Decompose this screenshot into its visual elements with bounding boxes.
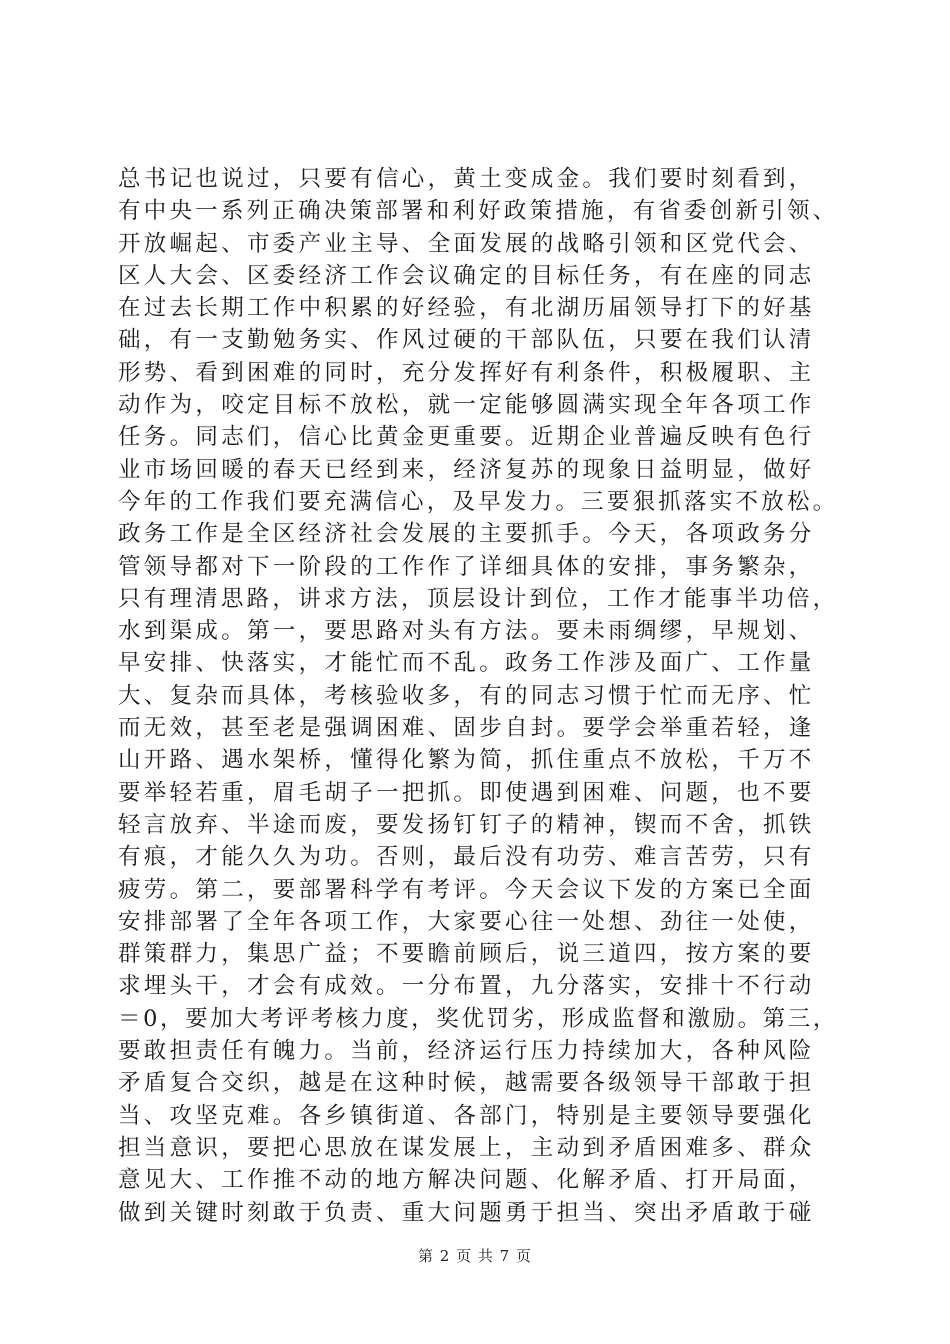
text-line: 区人大会、区委经济工作会议确定的目标任务，有在座的同志	[118, 262, 815, 289]
text-line: 管领导都对下一阶段的工作作了详细具体的安排，事务繁杂，	[118, 553, 815, 580]
text-line: 做到关键时刻敢于负责、重大问题勇于担当、突出矛盾敢于碰	[118, 1199, 815, 1226]
text-line: 在过去长期工作中积累的好经验，有北湖历届领导打下的好基	[118, 295, 815, 322]
text-line: 而无效，甚至老是强调困难、固步自封。要学会举重若轻，逢	[118, 715, 815, 742]
text-line: 求埋头干，才会有成效。一分布置，九分落实，安排十不行动	[118, 973, 815, 1000]
text-line: 总书记也说过，只要有信心，黄土变成金。我们要时刻看到，	[118, 166, 815, 192]
text-line: 大、复杂而具体，考核验收多，有的同志习惯于忙而无序、忙	[118, 682, 815, 709]
text-line: 形势、看到困难的同时，充分发挥好有利条件，积极履职、主	[118, 359, 815, 386]
text-line: 早安排、快落实，才能忙而不乱。政务工作涉及面广、工作量	[118, 650, 815, 677]
text-line: 当、攻坚克难。各乡镇街道、各部门，特别是主要领导要强化	[118, 1102, 815, 1129]
text-line: 政务工作是全区经济社会发展的主要抓手。今天，各项政务分	[118, 521, 815, 548]
text-line: 矛盾复合交织，越是在这种时候，越需要各级领导干部敢于担	[118, 1070, 815, 1097]
text-line: 开放崛起、市委产业主导、全面发展的战略引领和区党代会、	[118, 230, 815, 257]
text-line: 群策群力，集思广益；不要瞻前顾后，说三道四，按方案的要	[118, 941, 815, 968]
text-line: 只有理清思路，讲求方法，顶层设计到位，工作才能事半功倍，	[118, 585, 839, 612]
text-line: 业市场回暖的春天已经到来，经济复苏的现象日益明显，做好	[118, 456, 815, 483]
text-line: 水到渠成。第一，要思路对头有方法。要未雨绸缪，早规划、	[118, 618, 815, 645]
text-line: ＝0，要加大考评考核力度，奖优罚劣，形成监督和激励。第三，	[118, 1005, 839, 1032]
text-line: 础，有一支勤勉务实、作风过硬的干部队伍，只要在我们认清	[118, 327, 815, 354]
text-line: 有痕，才能久久为功。否则，最后没有功劳、难言苦劳，只有	[118, 844, 815, 871]
text-line: 安排部署了全年各项工作，大家要心往一处想、劲往一处使，	[118, 908, 815, 935]
body-text	[118, 163, 838, 1229]
text-line: 动作为，咬定目标不放松，就一定能够圆满实现全年各项工作	[118, 392, 815, 419]
text-line: 担当意识，要把心思放在谋发展上，主动到矛盾困难多、群众	[118, 1134, 815, 1161]
page-footer: 第 2 页 共 7 页	[418, 1247, 532, 1265]
text-line: 任务。同志们，信心比黄金更重要。近期企业普遍反映有色行	[118, 424, 815, 451]
text-line: 意见大、工作推不动的地方解决问题、化解矛盾、打开局面，	[118, 1167, 815, 1194]
text-line: 有中央一系列正确决策部署和利好政策措施，有省委创新引领、	[118, 198, 839, 225]
text-line: 要敢担责任有魄力。当前，经济运行压力持续加大，各种风险	[118, 1038, 815, 1065]
text-line: 轻言放弃、半途而废，要发扬钉钉子的精神，锲而不舍，抓铁	[118, 811, 815, 838]
text-line: 疲劳。第二，要部署科学有考评。今天会议下发的方案已全面	[118, 876, 815, 903]
text-line: 山开路、遇水架桥，懂得化繁为简，抓住重点不放松，千万不	[118, 747, 815, 774]
text-line: 今年的工作我们要充满信心，及早发力。三要狠抓落实不放松。	[118, 488, 839, 515]
text-line: 要举轻若重，眉毛胡子一把抓。即使遇到困难、问题，也不要	[118, 779, 815, 806]
